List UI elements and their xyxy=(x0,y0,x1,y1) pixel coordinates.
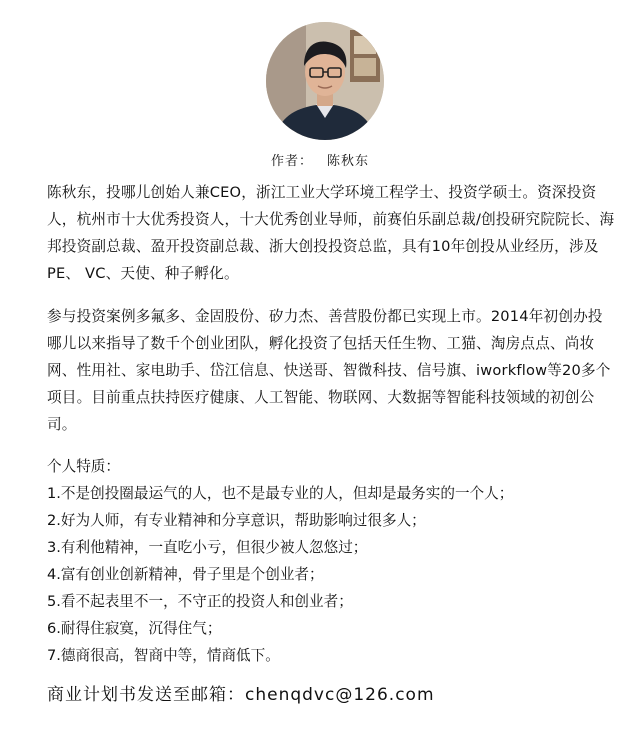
author-caption xyxy=(0,150,640,169)
trait-item: 1.不是创投圈最运气的人，也不是最专业的人，但却是最务实的一个人； xyxy=(47,485,514,502)
author-name: 陈秋东 xyxy=(327,154,370,169)
bio-paragraph-1: 陈秋东，投哪儿创始人兼CEO，浙江工业大学环境工程学士、投资学硕士。资深投资人，杭州市十大优秀投资人，十大优秀创业导师，前赛伯乐副总裁/创投研究院院长、海邦投资副总裁、盈开投资副总裁、浙大创投投资总监，具有10年创投从业经历，涉及PE、 VC、天使、种子孵化。 xyxy=(47,184,615,282)
traits-section xyxy=(47,453,617,669)
trait-item: 6.耐得住寂寞，沉得住气； xyxy=(47,620,222,637)
author-avatar xyxy=(266,22,384,140)
trait-item: 7.德商很高，智商中等，情商低下。 xyxy=(47,647,280,664)
traits-heading: 个人特质： xyxy=(47,458,120,475)
trait-item: 4.富有创业创新精神，骨子里是个创业者； xyxy=(47,566,324,583)
bio-paragraph-2: 参与投资案例多氟多、金固股份、矽力杰、善营股份都已实现上市。2014年初创办投哪儿以来指导了数千个创业团队，孵化投资了包括天任生物、工猫、淘房点点、尚妆网、性用社、家电助手、岱江信息、快送哥、智微科技、信号旗、iworkflow等20多个项目。目前重点扶持医疗健康、人工智能、物联网、大数据等智能科技领域的初创公司。 xyxy=(47,308,611,433)
author-label: 作者： xyxy=(270,154,313,169)
author-portrait-image xyxy=(266,22,384,140)
trait-item: 2.好为人师，有专业精神和分享意识，帮助影响过很多人； xyxy=(47,512,426,529)
contact-email-line: 商业计划书发送至邮箱：chenqdvc@126.com xyxy=(47,685,435,705)
trait-item: 3.有利他精神，一直吃小亏，但很少被人忽悠过； xyxy=(47,539,368,556)
trait-item: 5.看不起表里不一，不守正的投资人和创业者； xyxy=(47,593,353,610)
